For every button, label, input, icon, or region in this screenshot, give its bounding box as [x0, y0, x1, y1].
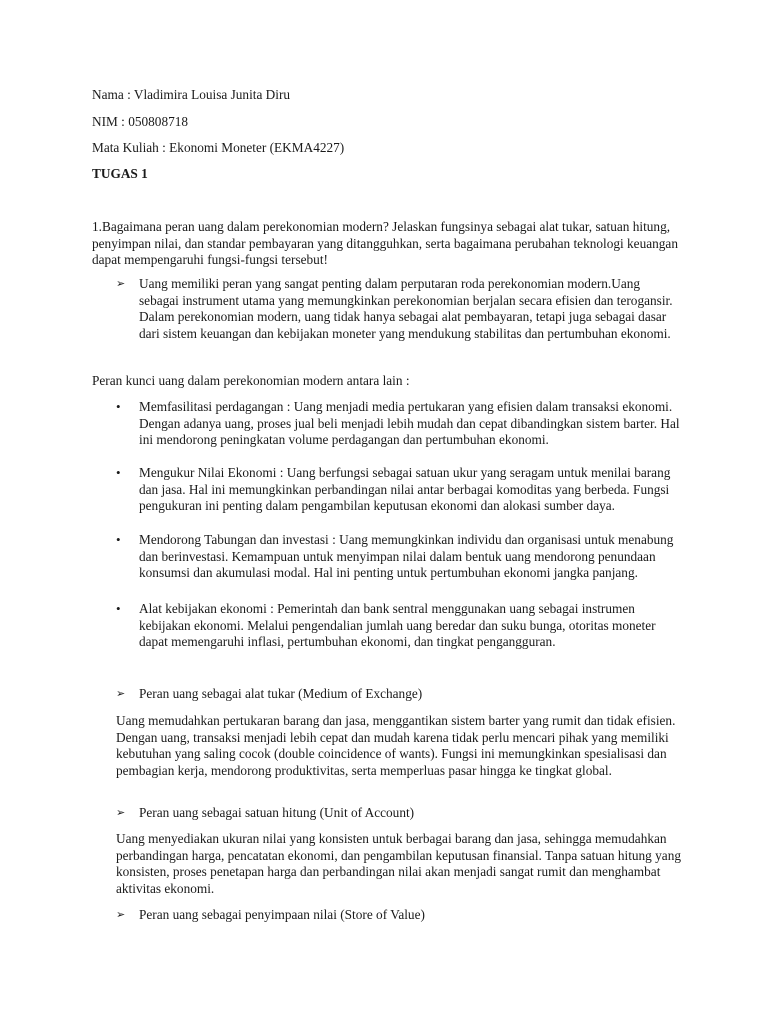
arrow-bullet-icon: ➢ — [116, 806, 126, 819]
function-body: Uang memudahkan pertukaran barang dan jasa, menggantikan sistem barter yang rumit dan tidak efisien. Dengan uang, transaksi menjadi lebih cepat dan mudah karena tidak perlu mencari pihak yang memiliki kebutuhan yang saling cocok (double coincidence of wants). Fungsi ini memungkinkan spesialisasi dan pembagian kerja, mendorong produktivitas, serta memperluas pasar hingga ke tingkat global. — [116, 713, 676, 779]
function-body: Uang menyediakan ukuran nilai yang konsisten untuk berbagai barang dan jasa, sehingga memudahkan perbandingan harga, pencatatan ekonomi, dan pengambilan keputusan finansial. Tanpa satuan hitung yang konsisten, proses penetapan harga dan perbandingan nilai akan menjadi sangat rumit dan menghambat aktivitas ekonomi. — [116, 831, 682, 897]
arrow-bullet-icon: ➢ — [116, 277, 126, 290]
key-role-text: Mendorong Tabungan dan investasi : Uang memungkinkan individu dan organisasi untuk menabung dan berinvestasi. Kemampuan untuk menyimpan nilai dalam bentuk uang mendorong penundaan konsumsi dan akumulasi modal. Hal ini penting untuk pertumbuhan ekonomi jangka panjang. — [139, 532, 674, 581]
bullet-icon: • — [116, 601, 121, 616]
course-name: Mata Kuliah : Ekonomi Moneter (EKMA4227) — [92, 140, 345, 155]
bullet-icon: • — [116, 465, 121, 480]
bullet-icon: • — [116, 399, 121, 414]
arrow-bullet-icon: ➢ — [116, 687, 126, 700]
function-heading: Peran uang sebagai satuan hitung (Unit of Account) — [139, 805, 415, 820]
key-roles-heading: Peran kunci uang dalam perekonomian modern antara lain : — [92, 373, 410, 388]
question-text: 1.Bagaimana peran uang dalam perekonomian modern? Jelaskan fungsinya sebagai alat tukar, satuan hitung, penyimpan nilai, dan standar pembayaran yang ditangguhkan, serta bagaimana perubahan teknologi keuangan dapat mempengaruhi fungsi-fungsi tersebut! — [92, 219, 678, 268]
function-heading: Peran uang sebagai alat tukar (Medium of Exchange) — [139, 686, 423, 701]
student-name: Nama : Vladimira Louisa Junita Diru — [92, 87, 291, 102]
student-nim: NIM : 050808718 — [92, 114, 189, 129]
key-role-text: Alat kebijakan ekonomi : Pemerintah dan bank sentral menggunakan uang sebagai instrumen kebijakan ekonomi. Melalui pengendalian jumlah uang beredar dan suku bunga, otoritas moneter dapat memengaruhi inflasi, pertumbuhan ekonomi, dan tingkat pengangguran. — [139, 601, 656, 650]
answer-intro-text: Uang memiliki peran yang sangat penting dalam perputaran roda perekonomian modern.Uang sebagai instrument utama yang memungkinkan perekonomian berjalan secara efisien dan terogansir. Dalam perekonomian modern, uang tidak hanya sebagai alat pembayaran, tetapi juga sebagai dasar dari sistem keuangan dan kebijakan moneter yang mendukung stabilitas dan pertumbuhan ekonomi. — [139, 276, 673, 342]
function-heading: Peran uang sebagai penyimpaan nilai (Store of Value) — [139, 907, 425, 922]
assignment-title: TUGAS 1 — [92, 166, 148, 181]
key-role-text: Mengukur Nilai Ekonomi : Uang berfungsi sebagai satuan ukur yang seragam untuk menilai barang dan jasa. Hal ini memungkinkan perbandingan nilai antar berbagai komoditas yang berbeda. Fungsi pengukuran ini penting dalam pengambilan keputusan ekonomi dan alokasi sumber daya. — [139, 465, 671, 514]
arrow-bullet-icon: ➢ — [116, 908, 126, 921]
bullet-icon: • — [116, 532, 121, 547]
key-role-text: Memfasilitasi perdagangan : Uang menjadi media pertukaran yang efisien dalam transaksi ekonomi. Dengan adanya uang, proses jual beli menjadi lebih mudah dan cepat dibandingkan sistem barter. Hal ini mendorong peningkatan volume perdagangan dan pertumbuhan ekonomi. — [139, 399, 680, 448]
